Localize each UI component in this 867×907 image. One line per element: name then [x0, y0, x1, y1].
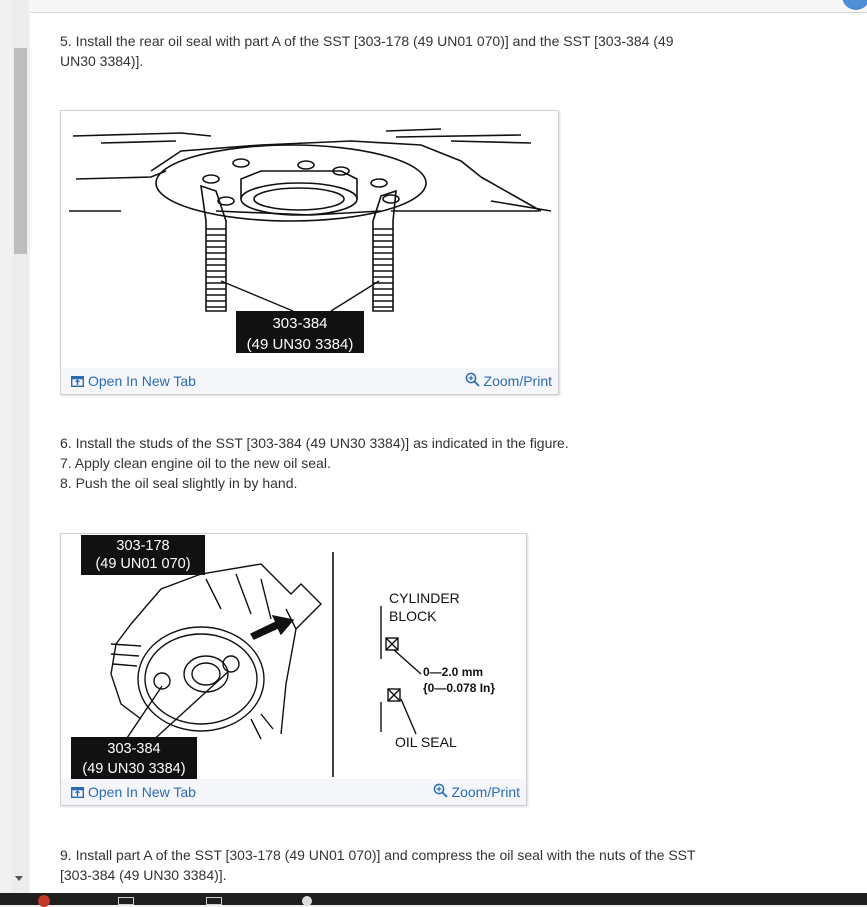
folder-app-icon[interactable]	[206, 897, 222, 905]
figure-2-tool-a-line2: (49 UN01 070)	[95, 556, 191, 572]
figure-1-label-line1: 303-384	[272, 315, 328, 332]
open-new-tab-icon	[71, 376, 84, 387]
document-content	[30, 0, 867, 893]
step-6: 6. Install the studs of the SST [303-384 (49 UN30 3384)] as indicated in the figure.	[60, 435, 569, 451]
top-toolbar-edge	[30, 0, 867, 13]
zoom-icon	[465, 372, 480, 387]
step-7: 7. Apply clean engine oil to the new oil seal.	[60, 455, 331, 471]
figure-1-label-line2: (49 UN30 3384)	[246, 336, 354, 353]
browser-app-icon[interactable]	[38, 895, 50, 907]
figure-1-toolbar	[61, 368, 558, 394]
figure-1-illustration	[61, 111, 558, 368]
step-8: 8. Push the oil seal slightly in by hand.	[60, 475, 298, 491]
figure-2-illustration	[61, 534, 526, 779]
figure-2-dimension-mm: 0—2.0 mm	[423, 665, 484, 679]
window-app-icon[interactable]	[118, 897, 134, 905]
figure-2-tool-b-line2: (49 UN30 3384)	[82, 761, 186, 777]
figure-1-zoom-print-link[interactable]	[465, 370, 552, 389]
figure-2-oil-seal-label: OIL SEAL	[395, 734, 457, 750]
zoom-icon	[433, 783, 448, 798]
step-9: 9. Install part A of the SST [303-178 (49 UN01 070)] and compress the oil seal with the nuts of the SST [303-384 (49 UN30 3384)].	[60, 847, 696, 883]
figure-1-open-label: Open In New Tab	[88, 373, 196, 389]
figure-2-cylinder-label-2: BLOCK	[389, 608, 437, 624]
figure-2-open-label: Open In New Tab	[88, 784, 196, 800]
step-5: 5. Install the rear oil seal with part A of the SST [303-178 (49 UN01 070)] and the SST [303-384 (49 UN30 3384)].	[60, 33, 674, 69]
taskbar	[0, 893, 867, 905]
scroll-down-arrow-icon[interactable]	[15, 876, 23, 881]
figure-2-toolbar	[61, 779, 526, 805]
figure-2	[60, 533, 527, 806]
figure-2-tool-a-line1: 303-178	[116, 538, 170, 554]
open-new-tab-icon	[71, 787, 84, 798]
figure-1-zoom-label: Zoom/Print	[483, 373, 552, 389]
figure-2-zoom-label: Zoom/Print	[451, 784, 520, 800]
figure-2-zoom-print-link[interactable]	[433, 781, 520, 800]
scrollbar-thumb[interactable]	[14, 48, 27, 254]
figure-2-open-new-tab-link[interactable]	[71, 784, 196, 800]
figure-1-open-new-tab-link[interactable]	[71, 373, 196, 389]
figure-1	[60, 110, 559, 395]
figure-2-dimension-in: {0—0.078 In}	[423, 681, 496, 695]
figure-2-cylinder-label-1: CYLINDER	[389, 590, 460, 606]
figure-2-tool-b-line1: 303-384	[107, 741, 161, 757]
